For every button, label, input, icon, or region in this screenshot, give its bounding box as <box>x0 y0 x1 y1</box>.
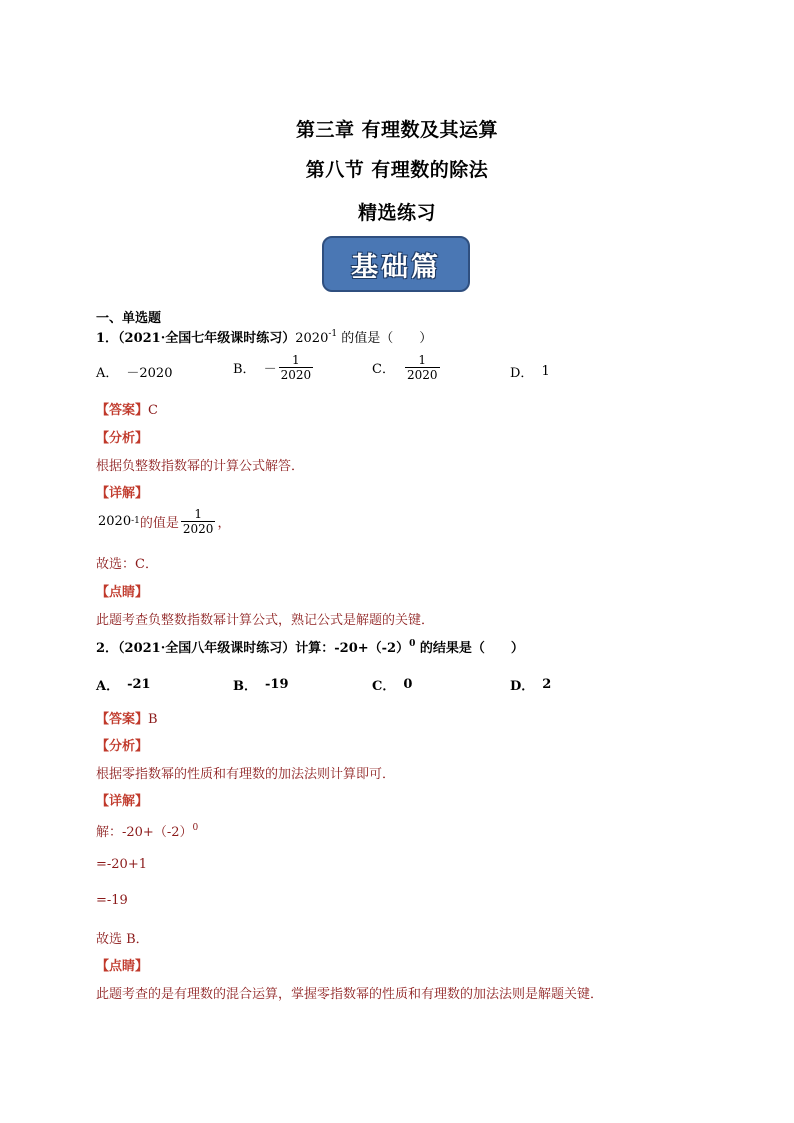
question-tail: 的值是（ ） <box>341 331 433 346</box>
analysis-tag: 【分析】 <box>96 739 149 754</box>
step-exponent: 0 <box>192 822 199 833</box>
option-label: A． <box>96 366 119 381</box>
fraction-numerator: 1 <box>292 353 300 367</box>
option-c <box>372 675 412 694</box>
option-label: D． <box>510 679 535 694</box>
banner-label: 基础篇 <box>351 251 441 283</box>
option-label: B． <box>233 679 257 694</box>
detail-tag: 【详解】 <box>96 486 149 501</box>
question-number: 2． <box>96 641 119 656</box>
option-sign: － <box>263 362 277 377</box>
detail-line <box>98 507 230 536</box>
fraction-numerator: 1 <box>194 507 202 521</box>
question-tail: 的结果是（ ） <box>419 641 524 656</box>
fraction-denominator: 2020 <box>182 522 214 536</box>
option-b <box>233 675 289 694</box>
section-title: 第八节 有理数的除法 <box>305 159 489 181</box>
option-label: C． <box>372 679 396 694</box>
analysis-tag: 【分析】 <box>96 431 149 446</box>
option-text: 0 <box>403 677 413 692</box>
expr-exponent: 0 <box>409 638 416 649</box>
question-expr: 计算：-20+（-2） <box>295 641 410 656</box>
fraction <box>279 353 314 382</box>
answer-line <box>96 708 158 727</box>
option-text: -21 <box>127 677 151 692</box>
question-2-stem <box>96 637 524 656</box>
option-label: D． <box>510 366 534 381</box>
option-text: 2 <box>542 677 552 692</box>
fraction-denominator: 2020 <box>280 368 312 382</box>
solution-step-1 <box>96 821 198 840</box>
answer-line <box>96 399 158 418</box>
subtitle: 精选练习 <box>357 202 436 224</box>
chapter-title: 第三章 有理数及其运算 <box>295 119 499 141</box>
option-text: 1 <box>541 364 550 379</box>
comment-text: 此题考查的是有理数的混合运算，掌握零指数幂的性质和有理数的加法法则是解题关键． <box>96 987 604 1002</box>
option-label: A． <box>96 679 120 694</box>
expr-base: 2020 <box>295 331 329 346</box>
question-source: （2021·全国七年级课时练习） <box>118 331 296 346</box>
choose-line: 故选 B． <box>96 932 149 947</box>
choose-line: 故选：C． <box>96 557 158 572</box>
detail-tag: 【详解】 <box>96 794 149 809</box>
expr-exponent: -1 <box>328 328 338 339</box>
comment-tag: 【点睛】 <box>96 959 149 974</box>
step-text: 解：-20+（-2） <box>96 825 193 840</box>
level-banner <box>322 236 470 292</box>
option-b <box>233 353 315 382</box>
fraction <box>405 353 440 382</box>
detail-exponent: -1 <box>131 515 140 526</box>
question-number: 1． <box>96 331 119 346</box>
fraction <box>181 507 216 536</box>
question-source: （2021·全国八年级课时练习） <box>118 641 296 656</box>
option-d <box>510 675 551 694</box>
solution-step-3: =-19 <box>96 893 128 908</box>
option-d <box>510 362 550 381</box>
solution-step-2: =-20+1 <box>96 857 147 872</box>
detail-base: 2020 <box>98 514 132 529</box>
option-c <box>372 353 442 382</box>
detail-end: ， <box>217 516 231 531</box>
option-a <box>96 362 172 381</box>
section-label: 一、单选题 <box>96 311 162 326</box>
option-label: B． <box>233 362 256 377</box>
comment-text: 此题考查负整数指数幂计算公式，熟记公式是解题的关键． <box>96 613 435 628</box>
answer-tag: 【答案】 <box>96 712 149 727</box>
answer-value: C <box>148 403 158 418</box>
analysis-text: 根据零指数幂的性质和有理数的加法法则计算即可． <box>96 767 396 782</box>
option-label: C． <box>372 362 395 377</box>
analysis-text: 根据负整数指数幂的计算公式解答． <box>96 459 305 474</box>
option-text: -19 <box>265 677 289 692</box>
comment-tag: 【点睛】 <box>96 585 149 600</box>
answer-value: B <box>148 712 158 727</box>
answer-tag: 【答案】 <box>96 403 149 418</box>
detail-mid: 的值是 <box>139 516 179 531</box>
option-text: －2020 <box>126 366 173 381</box>
fraction-denominator: 2020 <box>406 368 438 382</box>
option-a <box>96 675 151 694</box>
question-1-stem <box>96 327 432 346</box>
fraction-numerator: 1 <box>418 353 427 367</box>
